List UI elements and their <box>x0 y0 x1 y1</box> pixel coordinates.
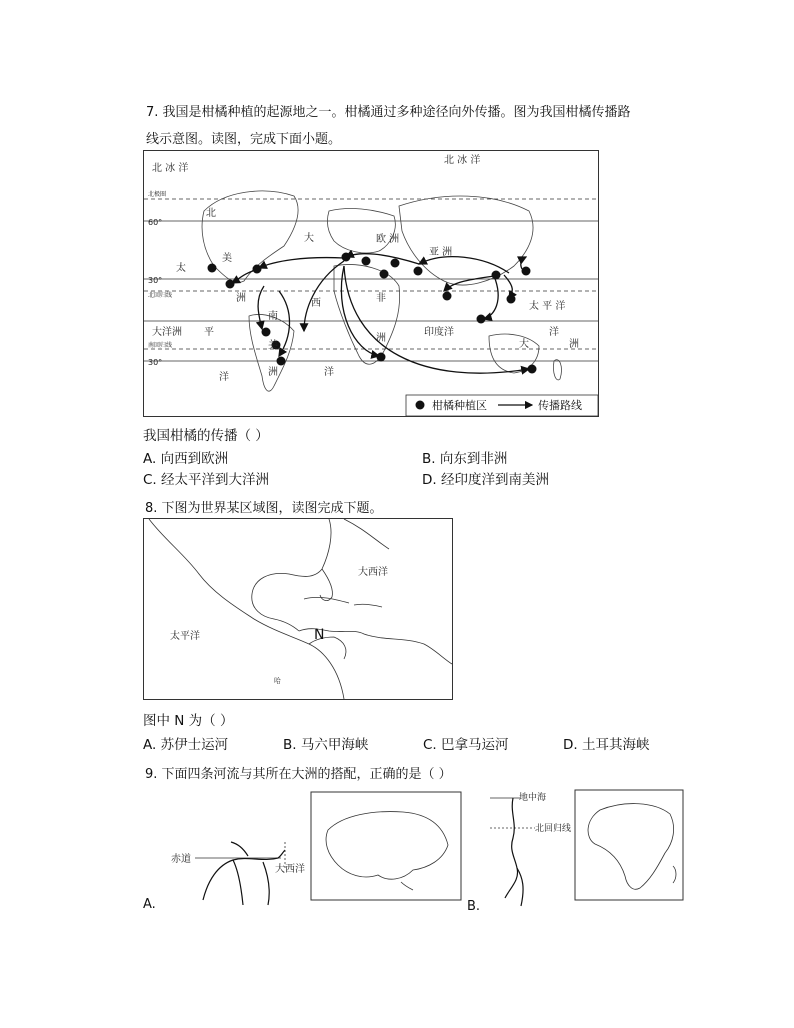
world-map-svg <box>144 151 598 416</box>
cuba <box>304 597 349 603</box>
legend-route: 传播路线 <box>538 399 582 412</box>
citrus-marker-egypt <box>380 270 389 279</box>
label-zhou: 洲 <box>236 293 246 304</box>
label-nan: 南 <box>268 311 278 322</box>
label-lat30s: 30° <box>148 358 163 367</box>
africa-map-frame <box>575 790 683 900</box>
q8-option-d[interactable]: D. 土耳其海峡 <box>563 737 650 753</box>
q8-stem: 8. 下图为世界某区域图，读图完成下题。 <box>145 501 383 516</box>
label-zhou3: 洲 <box>376 333 386 344</box>
q8-question: 图中 N 为（ ） <box>143 713 234 729</box>
label-yang: 洋 <box>219 372 229 383</box>
label-yang3: 洋 <box>549 327 559 338</box>
q9-figure-b <box>465 788 690 915</box>
citrus-marker-na-west <box>208 264 217 273</box>
label-xi: 西 <box>311 298 321 309</box>
label-arctic-2: 北 冰 洋 <box>444 155 481 166</box>
route-to-europe <box>346 254 419 264</box>
citrus-marker-australia <box>528 365 537 374</box>
label-tropic-s: 南回归线 <box>148 342 173 349</box>
citrus-markers <box>208 253 537 374</box>
river-b-main <box>505 798 518 898</box>
label-small: 哈 <box>274 677 281 685</box>
label-mei: 美 <box>222 253 232 264</box>
label-oceania-left: 大洋洲 <box>152 327 182 338</box>
label-tai: 太 <box>176 263 186 274</box>
citrus-marker-turkey <box>391 259 400 268</box>
label-bei: 北 <box>206 208 216 219</box>
label-tropic-n: 北回归线 <box>148 292 173 299</box>
coastline <box>149 519 452 699</box>
label-lat30n: 30° <box>148 276 163 285</box>
label-equator: 赤道 <box>171 854 191 865</box>
citrus-marker-italy <box>362 257 371 266</box>
citrus-marker-india <box>443 292 452 301</box>
q8-option-c[interactable]: C. 巴拿马运河 <box>423 737 509 753</box>
label-pacific: 太平洋 <box>170 631 200 642</box>
citrus-spread-map <box>143 150 599 417</box>
label-yang2: 洋 <box>324 367 334 378</box>
label-indian: 印度洋 <box>424 327 454 338</box>
citrus-marker-indonesia <box>477 315 486 324</box>
q7-stem-line1: 7. 我国是柑橘种植的起源地之一。柑橘通过多种途径向外传播。图为我国柑橘传播路 <box>146 105 631 120</box>
q7-option-a[interactable]: A. 向西到欧洲 <box>143 451 229 467</box>
map-legend <box>406 395 598 416</box>
label-da: 大 <box>304 233 314 244</box>
label-atlantic-a: 大西洋 <box>275 864 305 875</box>
gulf-coast <box>252 519 331 631</box>
label-europe: 欧 洲 <box>376 234 400 245</box>
q8-option-b[interactable]: B. 马六甲海峡 <box>283 737 369 753</box>
hispaniola <box>354 604 382 607</box>
route-to-na <box>259 258 344 268</box>
citrus-marker-iran <box>414 267 423 276</box>
river-a-trib3 <box>231 842 248 856</box>
citrus-marker-na <box>253 265 262 274</box>
citrus-marker-safrica <box>377 353 386 362</box>
asia-map-frame <box>311 792 461 900</box>
label-zhou2: 洲 <box>268 367 278 378</box>
central-america-map <box>143 518 453 700</box>
label-n: N <box>314 627 325 643</box>
route-to-sea <box>484 276 498 319</box>
east-coast <box>344 519 389 549</box>
route-to-safrica <box>341 266 379 356</box>
label-da2: 大 <box>519 339 529 350</box>
label-atlantic: 大西洋 <box>358 567 388 578</box>
label-arctic-1: 北 冰 洋 <box>152 163 189 174</box>
q9-figure-a <box>143 790 463 915</box>
citrus-marker-japan <box>522 267 531 276</box>
legend-citrus-icon <box>416 401 425 410</box>
q9-figure-a-svg <box>143 790 463 915</box>
q7-option-c[interactable]: C. 经太平洋到大洋洲 <box>143 472 270 488</box>
option-b-letter[interactable]: B. <box>467 899 481 914</box>
citrus-marker-argentina <box>277 357 286 366</box>
pacific-coast <box>149 519 344 699</box>
route-sa-north <box>258 286 264 329</box>
q9-stem: 9. 下面四条河流与其所在大洲的搭配，正确的是（ ） <box>145 767 452 782</box>
route-caribbean-sa <box>279 291 290 356</box>
q7-option-d[interactable]: D. 经印度洋到南美洲 <box>422 472 549 488</box>
label-mediterranean: 地中海 <box>519 793 547 803</box>
q8-option-a[interactable]: A. 苏伊士运河 <box>143 737 229 753</box>
label-tai2: 太 平 洋 <box>529 301 566 312</box>
q7-stem-line2: 线示意图。读图，完成下面小题。 <box>146 132 342 147</box>
river-a-trib1 <box>233 860 243 905</box>
option-a-letter[interactable]: A. <box>143 897 156 912</box>
central-america-svg <box>144 519 452 699</box>
legend-plant-area: 柑橘种植区 <box>432 399 487 412</box>
label-fei: 非 <box>376 293 386 304</box>
citrus-marker-sa-north <box>262 328 271 337</box>
label-tropic: 北回归线 <box>535 824 572 834</box>
q7-question: 我国柑橘的传播（ ） <box>143 428 269 444</box>
route-europe-sa <box>304 261 344 331</box>
river-a-main <box>203 850 285 900</box>
citrus-marker-china <box>492 271 501 280</box>
label-mei2: 美 <box>268 340 278 351</box>
citrus-marker-spain <box>342 253 351 262</box>
florida <box>320 569 332 601</box>
label-lat60: 60° <box>148 218 163 227</box>
citrus-marker-philippines <box>507 295 516 304</box>
label-ping: 平 <box>204 327 214 338</box>
river-a-trib2 <box>263 862 269 905</box>
route-to-australia <box>344 266 529 373</box>
label-arctic-circle: 北极圈 <box>148 191 167 198</box>
q9-figure-b-svg <box>465 788 690 915</box>
label-asia: 亚 洲 <box>429 247 453 258</box>
citrus-marker-mexico <box>226 280 235 289</box>
label-zhou4: 洲 <box>569 339 579 350</box>
q7-option-b[interactable]: B. 向东到非洲 <box>422 451 508 467</box>
